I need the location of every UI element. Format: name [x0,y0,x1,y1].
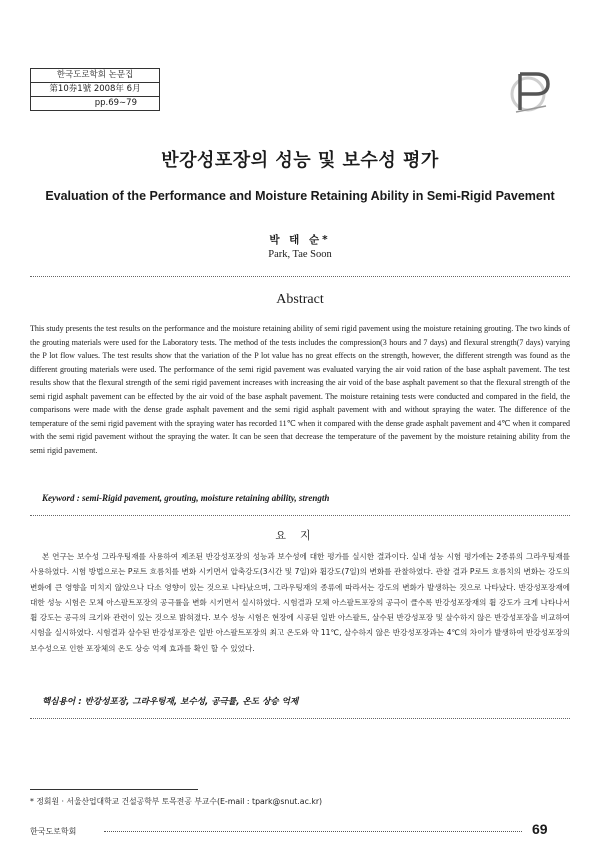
yoji-body: 본 연구는 보수성 그라우팅재를 사용하여 제조된 반강성포장의 성능과 보수성에 대한 평가를 실시한 결과이다. 실내 성능 시험 평가에는 2종류의 그라우팅재를 사용하였다. 시험 방법으로는 P로트 흐름치를 변화 시키면서 압축강도(3시간 및 7일)와 휨강도(7일)의 변화를 관찰하였다. 관찰 결과 P로트 흐름치의 변화는 강도의 변화에 큰 영향을 미치지 않았으나 다소 영향이 있는 것으로 나타났으며, 그라우팅재의 종류에 따라서는 강도의 변화가 발생하는 것으로 나타났다. 반강성포장재에 대한 성능 시험은 모체 아스팔트포장의 공극률을 변화 시키면서 실시하였다. 시험결과 모체 아스팔트포장의 공극이 클수록 반강성포장재의 휨 강도가 크게 나타나서 휨 강도는 공극의 크기와 관련이 있는 것으로 밝혀졌다. 보수 성능 시험은 현장에 시공된 일반 아스팔트, 살수된 반강성포장 및 살수하지 않은 반강성포장을 비교하여 시험을 실시하였다. 시험결과 살수된 반강성포장은 일반 아스팔트포장의 최고 온도와 약 11℃, 살수하지 않은 반강성포장과는 4℃의 차이가 발생하여 반강성포장의 보수성으로 인한 포장체의 온도 상승 억제 효과를 확인 할 수 있었다. [30,552,570,653]
divider-middle [30,515,570,516]
journal-info-box [30,68,160,111]
title-english: Evaluation of the Performance and Moisture Retaining Ability in Semi-Rigid Pavement [45,189,555,203]
page-number: 69 [532,821,548,837]
author-english: Park, Tae Soon [268,249,332,260]
core-keywords: 핵심용어 : 반강성포장, 그라우팅재, 보수성, 공극률, 온도 상승 억제 [42,697,299,707]
footer-dotted-line [104,831,522,832]
footnote-rule [30,789,198,790]
divider-top [30,276,570,277]
title-korean: 반강성포장의 성능 및 보수성 평가 [161,150,439,171]
footer-society: 한국도로학회 [30,827,77,836]
author-footnote: * 정회원 · 서울산업대학교 건설공학부 토목전공 부교수(E-mail : tpark@snut.ac.kr) [30,797,323,806]
journal-logo-icon [506,66,556,116]
yoji-heading: 요지 [275,529,325,542]
abstract-heading: Abstract [276,292,324,307]
author-korean: 박 태 순* [269,234,331,246]
keywords: Keyword : semi-Rigid pavement, grouting, moisture retaining ability, strength [42,493,330,503]
journal-name: 한국도로학회 논문집 [31,69,159,83]
journal-pages: pp.69∼79 [94,98,137,108]
journal-issue: 第10券1號 2008年 6月 [31,83,159,97]
divider-bottom [30,718,570,719]
abstract-body: This study presents the test results on the performance and the moisture retaining ability of semi rigid pavement using the moisture retaining grouting. The two kinds of the grouting materials were used for the Laboratory tests. The method of the tests includes the compression(3 hours and 7 days) and flexural strength(7 days) varying the P lot flow values. The test results show that the variation of the P lot value has no great effects on the strength, however, the different strength was found as the different grouting materials were used. The performance of the semi rigid pavement was evaluated varying the air void ration of the base asphalt pavement. The test results show that the flexural strength of the semi rigid pavement increases with increasing the air void of the base asphalt pavement so that the flexural strength of the semi rigid asphalt pavement can be effected by the air void of the base asphalt pavement. The moisture retaining tests were conducted and compared in the field, the comparisons were made with the dense grade asphalt pavement and the semi rigid asphalt pavement with and without spraying the water. The difference of the temperature of the semi rigid pavement with the spraying water has recorded 11℃ when it compared with the dense grade asphalt pavement and 4℃ when it compared with the semi rigid pavement without the spraying the water. It can be seen that decrease the temperature of the pavement by the moisture retaining ability from the semi rigid pavement. [30,324,570,455]
